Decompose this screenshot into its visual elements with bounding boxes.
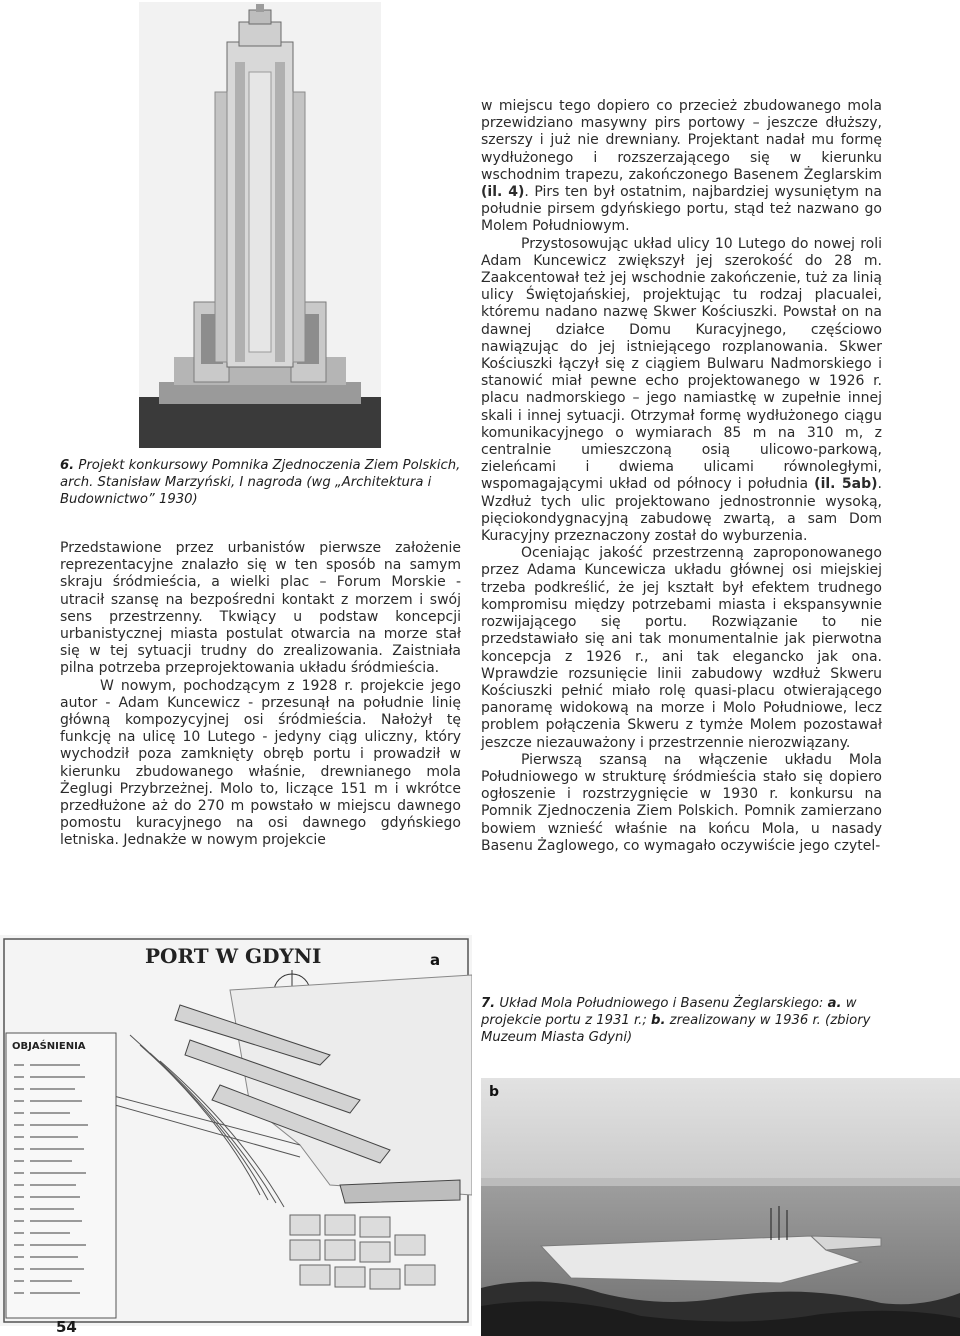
monument-illustration [139, 2, 381, 448]
figure-7-text-a: w projekcie portu z 1931 r.; [481, 996, 857, 1028]
figure-ref-4: (il. 4) [481, 184, 525, 201]
figure-7-label-a: a. [827, 996, 842, 1011]
figure-6-caption-text: Projekt konkursowy Pomnika Zjednoczenia Ziem Polskich, arch. Stanisław Marzyński, I nagroda (wg „Architektura i Budownictwo” 1930) [60, 458, 461, 507]
right-paragraph-1 [481, 98, 882, 236]
right-paragraph-2 [481, 236, 882, 546]
map-panel-label: a [430, 951, 441, 969]
right-paragraph-4: Pierwszą szansą na włączenie układu Mola Południowego w strukturę śródmieścia stało się dopiero ogłoszenie i rozstrzygnięcie w 1930 r. konkursu na Pomnik Zjednoczenia Ziem Polskich. Pomnik zamierzano bowiem wznieść właśnie na końcu Mola, u nasady Basenu Żaglowego, co wymagało oczywiście jego czytel- [481, 751, 882, 854]
left-paragraph-2: W nowym, pochodzącym z 1928 r. projekcie jego autor - Adam Kuncewicz - przesunął na południe linię główną kompozycyjnej osi śródmieścia. Nałożył tę funkcję na ulicę 10 Lutego - jedyny ciąg uliczny, który wychodził poza zamknięty obręb portu i prowadził w kierunku zbudowanego właśnie, drewnianego mola Żeglugi Przybrzeżnej. Molo to, liczące 151 m i wkrótce przedłużone aż do 270 m powstało w miejscu dawnego pomostu kuracyjnego na osi dawnego gdyńskiego letniska. Jednakże w nowym projekcie [60, 677, 461, 849]
right-p1-text-end: . Pirs ten był ostatnim, najbardziej wysuniętym na południe pirsem gdyńskiego portu, stąd też nazwano go Molem Południowym. [481, 184, 882, 235]
figure-7-number: 7. [481, 996, 496, 1011]
photo-panel-label: b [489, 1084, 500, 1100]
figure-7-caption [481, 995, 882, 1046]
figure-ref-5ab: (il. 5ab) [814, 476, 878, 493]
right-p2-text: Przystosowując układ ulicy 10 Lutego do nowej roli Adam Kuncewicz zwiększył jej szerokość do 28 m. Zaakcentował też jej wschodnie zakończenie, tuż za linią ulicy Świętojańskiej, projektując tu rodzaj placualei, któremu nadano nazwę Skwer Kościuszki. Powstał on na dawnej działce Domu Kuracyjnego, częściowo nawiązując do jej istniejącego rozplanowania. Skwer Kościuszki łączył się z ciągiem Bulwaru Nadmorskiego i stanowić miał pewne echo projektowanego w 1926 r. placu nadmorskiego – jego namiastkę w zupełnie innej skali i innej sytuacji. Otrzymał formę wydłużonego ciągu komunikacyjnego o wymiarach 85 m na 310 m, z centralnie umieszczoną osią ulicowo-parkową, zieleńcami i dwiema ulicami równoległymi, wspomagającymi układ od północy i południa [481, 235, 882, 493]
pier-photo-drawing [481, 1078, 960, 1336]
left-column-text [60, 540, 461, 850]
page-number: 54 [56, 1318, 77, 1336]
port-map [0, 935, 472, 1326]
right-p2-text-end: . Wzdłuż tych ulic projektowano jednostronnie wysoką, pięciokondygnacyjną zabudowę zwartą, a sam Dom Kuracyjny przeznaczony został do wyburzenia. [481, 476, 882, 545]
figure-7-label-b: b. [651, 1013, 666, 1028]
right-column-text [481, 98, 882, 855]
map-legend-title: OBJAŚNIENIA [12, 1041, 86, 1052]
figure-7-title: Układ Mola Południowego i Basenu Żeglarskiego: [499, 996, 824, 1011]
map-title: PORT W GDYNI [145, 944, 322, 968]
figure-6-caption [60, 457, 461, 508]
right-p1-text: w miejscu tego dopiero co przecież zbudowanego mola przewidziano masywny pirs portowy – jeszcze dłuższy, szerszy i już nie drewniany. Projektant nadał mu formę wydłużonego i rozszerzającego się w kierunku wschodnim trapezu, zakończonego Basenem Żeglarskim [481, 98, 882, 183]
figure-7-text-b: zrealizowany w 1936 r. (zbiory Muzeum Miasta Gdyni) [481, 1013, 871, 1045]
left-paragraph-1: Przedstawione przez urbanistów pierwsze założenie reprezentacyjne znalazło się w ten sposób na samym skraju śródmieścia, a wielki plac – Forum Morskie - utracił szansę na bezpośredni kontakt z morzem i swój sens przestrzenny. Tkwiący u podstaw koncepcji urbanistycznej miasta postulat otwarcia na morze stał się w tej sytuacji trudny do zrealizowania. Zaistniała pilna potrzeba przeprojektowania układu śródmieścia. [60, 540, 461, 677]
pier-photo [481, 1078, 960, 1336]
figure-6-number: 6. [60, 458, 75, 473]
port-map-drawing [0, 935, 472, 1326]
monument-photo [139, 2, 381, 448]
right-paragraph-3: Oceniając jakość przestrzenną zaproponowanego przez Adama Kuncewicza układu głównej osi miejskiej trzeba podkreślić, że jej kształt był efektem trudnego kompromisu między potrzebami miasta i ekspansywnie rozwijającego się portu. Rozwiązanie to nie przedstawiało się ani tak monumentalnie jak pierwotna koncepcja z 1926 r., ani tak elegancko jak ona. Wprawdzie rozsunięcie linii zabudowy wzdłuż Skweru Kościuszki pełnić miało rolę quasi-placu otwierającego panoramę widokową na morze i Molo Południowe, lecz problem połączenia Skweru z tymże Molem pozostawał jeszcze niezauważony i przestrzennie nierozwiązany. [481, 545, 882, 751]
